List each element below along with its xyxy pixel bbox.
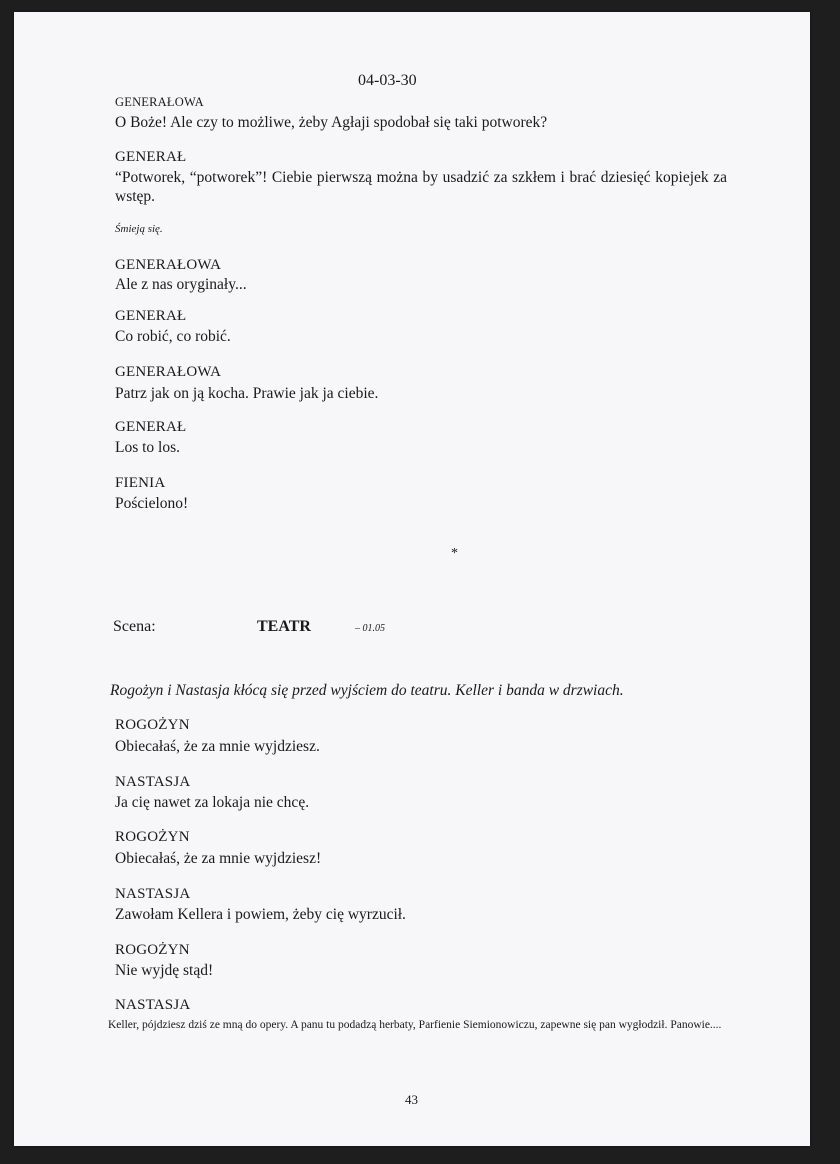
dialogue-line: Zawołam Kellera i powiem, żeby cię wyrzucił. bbox=[115, 906, 406, 923]
document-page bbox=[14, 12, 810, 1146]
dialogue-line: Obiecałaś, że za mnie wyjdziesz. bbox=[115, 738, 320, 755]
speaker-name: GENERAŁ bbox=[115, 419, 187, 435]
dialogue-line: Keller, pójdziesz dziś ze mną do opery. A panu tu podadzą herbaty, Parfienie Siemionowiczu, zapewne się pan wygłodził. Panowie.... bbox=[108, 1019, 722, 1031]
speaker-name: GENERAŁOWA bbox=[115, 364, 222, 380]
speaker-name: ROGOŻYN bbox=[115, 942, 190, 958]
stage-direction: Rogożyn i Nastasja kłócą się przed wyjściem do teatru. Keller i banda w drzwiach. bbox=[110, 682, 624, 699]
speaker-name: ROGOŻYN bbox=[115, 717, 190, 733]
dialogue-line: Pościelono! bbox=[115, 495, 189, 512]
dialogue-line: Ale z nas oryginały... bbox=[115, 276, 247, 293]
page-date: 04-03-30 bbox=[358, 72, 417, 89]
speaker-name: NASTASJA bbox=[115, 886, 191, 902]
speaker-name: GENERAŁOWA bbox=[115, 257, 222, 273]
scene-time: – 01.05 bbox=[355, 623, 385, 634]
speaker-name: GENERAŁ bbox=[115, 149, 187, 165]
dialogue-line: “Potworek, “potworek”! Ciebie pierwszą można by usadzić za szkłem i brać dziesięć kopiejek za wstęp. bbox=[115, 169, 727, 205]
dialogue-line: Los to los. bbox=[115, 439, 181, 456]
speaker-name: NASTASJA bbox=[115, 997, 191, 1013]
section-separator: * bbox=[451, 546, 458, 561]
dialogue-line: O Boże! Ale czy to możliwe, żeby Agłaji spodobał się taki potworek? bbox=[115, 114, 548, 131]
dialogue-line: Patrz jak on ją kocha. Prawie jak ja ciebie. bbox=[115, 385, 379, 402]
dialogue-line: Co robić, co robić. bbox=[115, 328, 231, 345]
speaker-name: ROGOŻYN bbox=[115, 829, 190, 845]
page-number: 43 bbox=[405, 1092, 418, 1107]
speaker-name: FIENIA bbox=[115, 475, 166, 491]
speaker-name: NASTASJA bbox=[115, 774, 191, 790]
dialogue-line: Nie wyjdę stąd! bbox=[115, 962, 214, 979]
dialogue-line: Obiecałaś, że za mnie wyjdziesz! bbox=[115, 850, 322, 867]
scene-label: Scena: bbox=[113, 618, 156, 635]
dialogue-line: Ja cię nawet za lokaja nie chcę. bbox=[115, 794, 310, 811]
speaker-name: GENERAŁ bbox=[115, 308, 187, 324]
stage-direction: Śmieją się. bbox=[115, 223, 163, 235]
speaker-name: GENERAŁOWA bbox=[115, 95, 204, 109]
scene-title: TEATR bbox=[257, 618, 311, 635]
